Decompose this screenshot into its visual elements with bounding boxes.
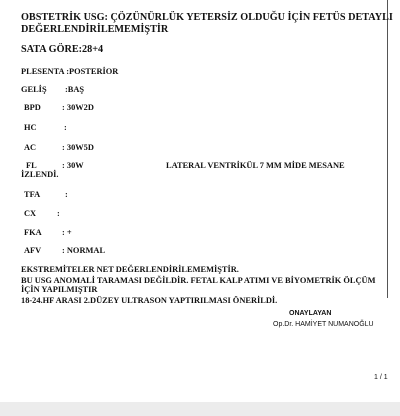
- note-line: İÇİN YAPILMIŞTIR: [21, 285, 98, 294]
- measurement-value: :: [64, 123, 67, 132]
- approval-label: ONAYLAYAN: [289, 310, 332, 317]
- approving-doctor: Op.Dr. HAMİYET NUMANOĞLU: [273, 321, 374, 328]
- measurement-value: :: [65, 190, 68, 199]
- page-border-rule: [387, 0, 388, 298]
- measurement-label: AFV: [24, 246, 42, 255]
- fl-note: LATERAL VENTRİKÜL 7 MM MİDE MESANE: [166, 161, 345, 170]
- page-number: 1 / 1: [374, 374, 388, 381]
- note-line: EKSTREMİTELER NET DEĞERLENDİRİLEMEMİŞTİR.: [21, 265, 239, 274]
- measurement-label: HC: [24, 123, 37, 132]
- fl-note-cont: İZLENDİ.: [21, 170, 59, 179]
- measurement-value: : +: [62, 228, 72, 237]
- note-line: 18-24.HF ARASI 2.DÜZEY ULTRASON YAPTIRILMASI ÖNERİLDİ.: [21, 296, 278, 305]
- measurement-label: BPD: [24, 103, 41, 112]
- presentation-value: :BAŞ: [65, 85, 85, 94]
- measurement-value: : 30W: [62, 161, 84, 170]
- measurement-label: TFA: [24, 190, 41, 199]
- note-line: BU USG ANOMALİ TARAMASI DEĞİLDİR. FETAL KALP ATIMI VE BİYOMETRİK ÖLÇÜM: [21, 276, 376, 285]
- report-title-line2: DEĞERLENDİRİLEMEMİŞTİR: [21, 24, 169, 35]
- placenta: PLESENTA :POSTERİOR: [21, 67, 119, 76]
- presentation-label: GELİŞ: [21, 85, 47, 94]
- measurement-label: FL: [26, 161, 37, 170]
- measurement-label: AC: [24, 143, 37, 152]
- measurement-value: : NORMAL: [62, 246, 106, 255]
- measurement-label: FKA: [24, 228, 42, 237]
- measurement-value: :: [57, 209, 60, 218]
- measurement-value: : 30W5D: [62, 143, 94, 152]
- measurement-label: CX: [24, 209, 37, 218]
- gestational-age: SATA GÖRE:28+4: [21, 44, 104, 55]
- report-title-line1: OBSTETRİK USG: ÇÖZÜNÜRLÜK YETERSİZ OLDUĞU İÇİN FETÜS DETAYLI: [21, 12, 393, 23]
- measurement-value: : 30W2D: [62, 103, 94, 112]
